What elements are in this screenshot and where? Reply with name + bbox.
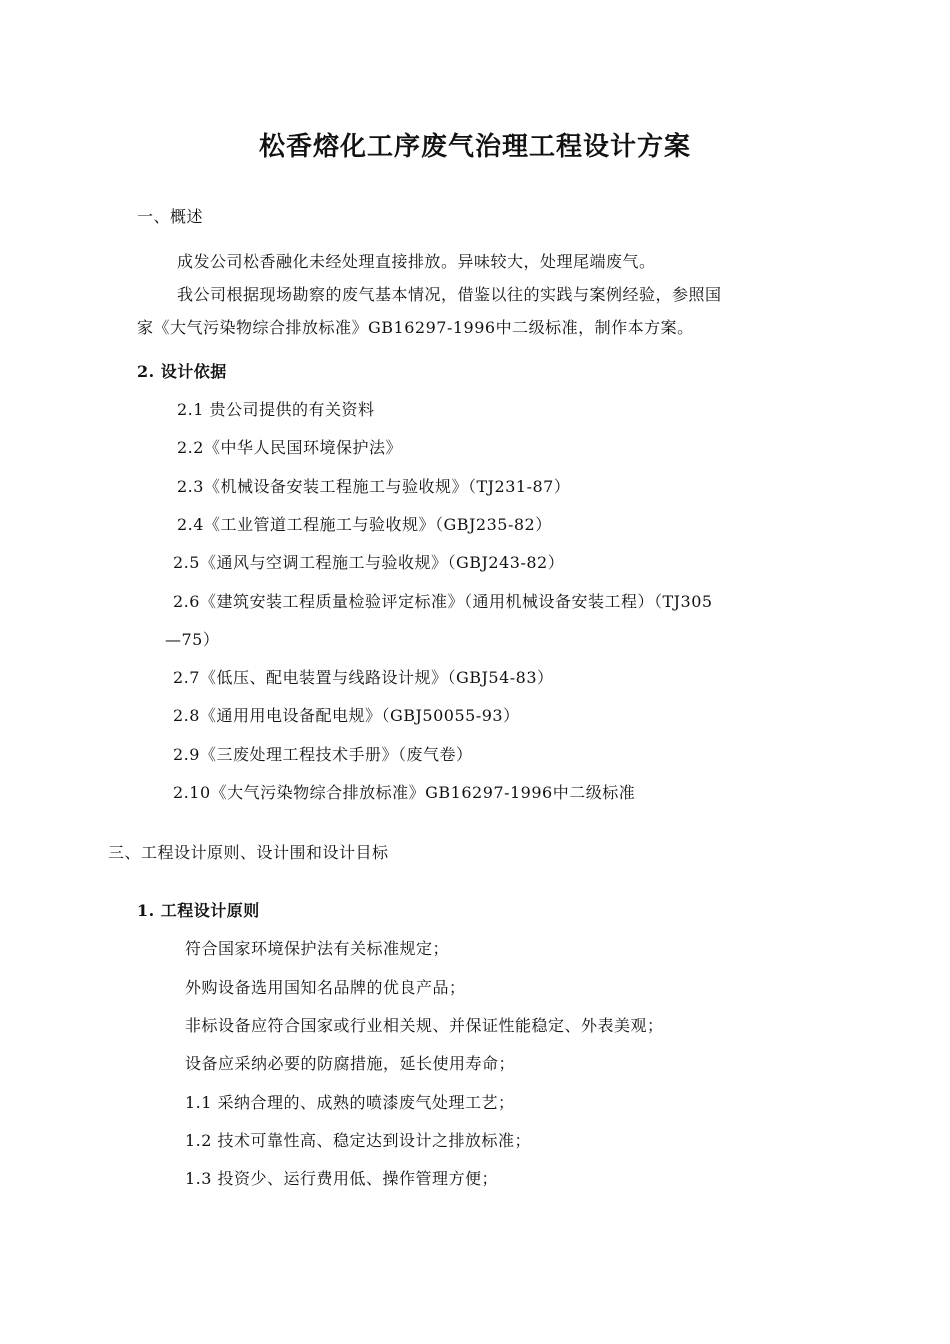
section-heading-overview: 一、概述: [137, 207, 204, 226]
list-item: 2.3《机械设备安装工程施工与验收规》（TJ231-87）: [177, 477, 571, 496]
section-heading-principles: 三、工程设计原则、设计围和设计目标: [108, 843, 389, 862]
list-item: 2.8《通用用电设备配电规》（GBJ50055-93）: [173, 706, 520, 725]
list-item: —75）: [165, 630, 220, 649]
list-item: 符合国家环境保护法有关标准规定；: [185, 939, 450, 958]
list-item: 2.1 贵公司提供的有关资料: [177, 400, 375, 419]
list-item: 1.2 技术可靠性高、稳定达到设计之排放标准；: [185, 1131, 532, 1150]
list-item: 2.4《工业管道工程施工与验收规》（GBJ235-82）: [177, 515, 552, 534]
paragraph: 家《大气污染物综合排放标准》GB16297-1996中二级标准，制作本方案。: [137, 318, 694, 337]
list-item: 2.9《三废处理工程技术手册》（废气卷）: [173, 745, 473, 764]
paragraph: 我公司根据现场勘察的废气基本情况，借鉴以往的实践与案例经验，参照国: [177, 285, 722, 304]
list-item: 2.10《大气污染物综合排放标准》GB16297-1996中二级标准: [173, 783, 636, 802]
list-item: 设备应采纳必要的防腐措施，延长使用寿命；: [185, 1054, 516, 1073]
document-title: 松香熔化工序废气治理工程设计方案: [258, 132, 691, 162]
subsection-heading: 1. 工程设计原则: [137, 901, 260, 920]
list-item: 非标设备应符合国家或行业相关规、并保证性能稳定、外表美观；: [185, 1016, 664, 1035]
section-heading-design-basis: 2. 设计依据: [137, 362, 227, 381]
list-item: 外购设备选用国知名品牌的优良产品；: [185, 978, 466, 997]
list-item: 2.7《低压、配电装置与线路设计规》（GBJ54-83）: [173, 668, 554, 687]
list-item: 1.1 采纳合理的、成熟的喷漆废气处理工艺；: [185, 1093, 515, 1112]
list-item: 1.3 投资少、运行费用低、操作管理方便；: [185, 1169, 499, 1188]
list-item: 2.5《通风与空调工程施工与验收规》（GBJ243-82）: [173, 553, 565, 572]
list-item: 2.6《建筑安装工程质量检验评定标准》（通用机械设备安装工程）（TJ305: [173, 592, 713, 611]
list-item: 2.2《中华人民国环境保护法》: [177, 438, 402, 457]
paragraph: 成发公司松香融化未经处理直接排放。异味较大，处理尾端废气。: [177, 252, 656, 271]
